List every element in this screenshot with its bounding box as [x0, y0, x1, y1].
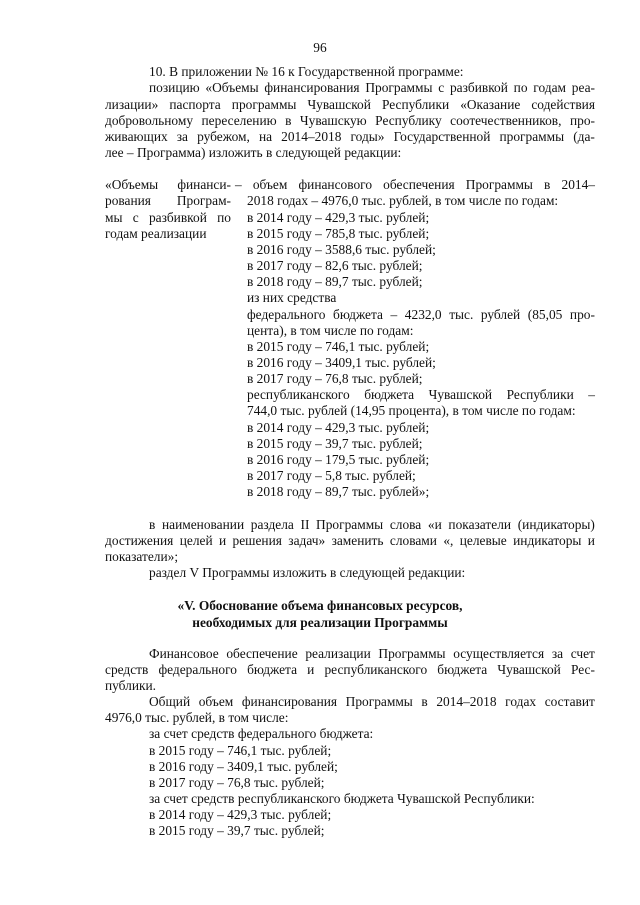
intro-line: лизации» паспорта программы Чувашской Республики «Оказание содействия	[105, 97, 595, 112]
intro-line: живающих за рубежом, на 2014–2018 годы» Государственной программы (да-	[105, 129, 595, 144]
rename-line: показатели»;	[105, 549, 179, 564]
body-line: в 2015 году – 746,1 тыс. рублей;	[149, 743, 332, 758]
body-line: в 2015 году – 39,7 тыс. рублей;	[149, 823, 325, 838]
body-line: за счет средств федерального бюджета:	[149, 726, 374, 741]
body-line: публики.	[105, 678, 157, 693]
table-content-line: в 2018 году – 89,7 тыс. рублей»;	[247, 484, 430, 499]
table-content-line: федерального бюджета – 4232,0 тыс. рублей (85,05 про-	[247, 307, 595, 322]
table-content-line: в 2017 году – 82,6 тыс. рублей;	[247, 258, 423, 273]
table-content-line: в 2016 году – 179,5 тыс. рублей;	[247, 452, 430, 467]
table-content-line: в 2016 году – 3588,6 тыс. рублей;	[247, 242, 436, 257]
section-heading: «V. Обоснование объема финансовых ресурсов,	[177, 598, 463, 613]
body-line: Финансовое обеспечение реализации Программы осуществляется за счет	[149, 646, 595, 661]
intro-line: добровольному переселению в Чувашскую Республику соотечественников, про-	[105, 113, 595, 128]
body-line: 4976,0 тыс. рублей, в том числе:	[105, 710, 289, 725]
page-number: 96	[313, 40, 327, 55]
table-content-line: – объем финансового обеспечения Программы в 2014–	[235, 177, 595, 192]
table-content-line: цента), в том числе по годам:	[247, 323, 414, 338]
body-line: в 2014 году – 429,3 тыс. рублей;	[149, 807, 332, 822]
table-content-line: республиканского бюджета Чувашской Республики –	[247, 387, 595, 402]
table-content-line: в 2014 году – 429,3 тыс. рублей;	[247, 210, 430, 225]
table-content-line: в 2015 году – 39,7 тыс. рублей;	[247, 436, 423, 451]
table-content-line: в 2018 году – 89,7 тыс. рублей;	[247, 274, 423, 289]
body-line: за счет средств республиканского бюджета Чувашской Республики:	[149, 791, 535, 806]
rename-line: в наименовании раздела II Программы слова «и показатели (индикаторы)	[149, 517, 595, 532]
intro-line: позицию «Объемы финансирования Программы с разбивкой по годам реа-	[149, 80, 595, 95]
table-content-line: в 2015 году – 785,8 тыс. рублей;	[247, 226, 430, 241]
body-line: в 2017 году – 76,8 тыс. рублей;	[149, 775, 325, 790]
table-content-line: в 2016 году – 3409,1 тыс. рублей;	[247, 355, 436, 370]
table-content-line: из них средства	[247, 290, 337, 305]
table-content-line: в 2014 году – 429,3 тыс. рублей;	[247, 420, 430, 435]
rename-line: раздел V Программы изложить в следующей редакции:	[149, 565, 466, 580]
table-content-line: в 2015 году – 746,1 тыс. рублей;	[247, 339, 430, 354]
body-line: Общий объем финансирования Программы в 2014–2018 годах составит	[149, 694, 595, 709]
intro-line: 10. В приложении № 16 к Государственной программе:	[149, 64, 464, 79]
table-label-line: мы с разбивкой по	[105, 210, 231, 225]
section-heading: необходимых для реализации Программы	[192, 615, 448, 630]
table-content-line: 2018 годах – 4976,0 тыс. рублей, в том числе по годам:	[247, 193, 559, 208]
body-line: средств федерального бюджета и республиканского бюджета Чувашской Рес-	[105, 662, 595, 677]
table-label-line: «Объемы финанси-	[105, 177, 231, 192]
table-content-line: в 2017 году – 5,8 тыс. рублей;	[247, 468, 416, 483]
table-label-line: рования Програм-	[105, 193, 231, 208]
table-content-line: в 2017 году – 76,8 тыс. рублей;	[247, 371, 423, 386]
table-content-line: 744,0 тыс. рублей (14,95 процента), в том числе по годам:	[247, 403, 576, 418]
body-line: в 2016 году – 3409,1 тыс. рублей;	[149, 759, 338, 774]
rename-line: достижения целей и решения задач» заменить словами «, целевые индикаторы и	[105, 533, 595, 548]
table-label-line: годам реализации	[105, 226, 207, 241]
intro-line: лее – Программа) изложить в следующей редакции:	[105, 145, 402, 160]
